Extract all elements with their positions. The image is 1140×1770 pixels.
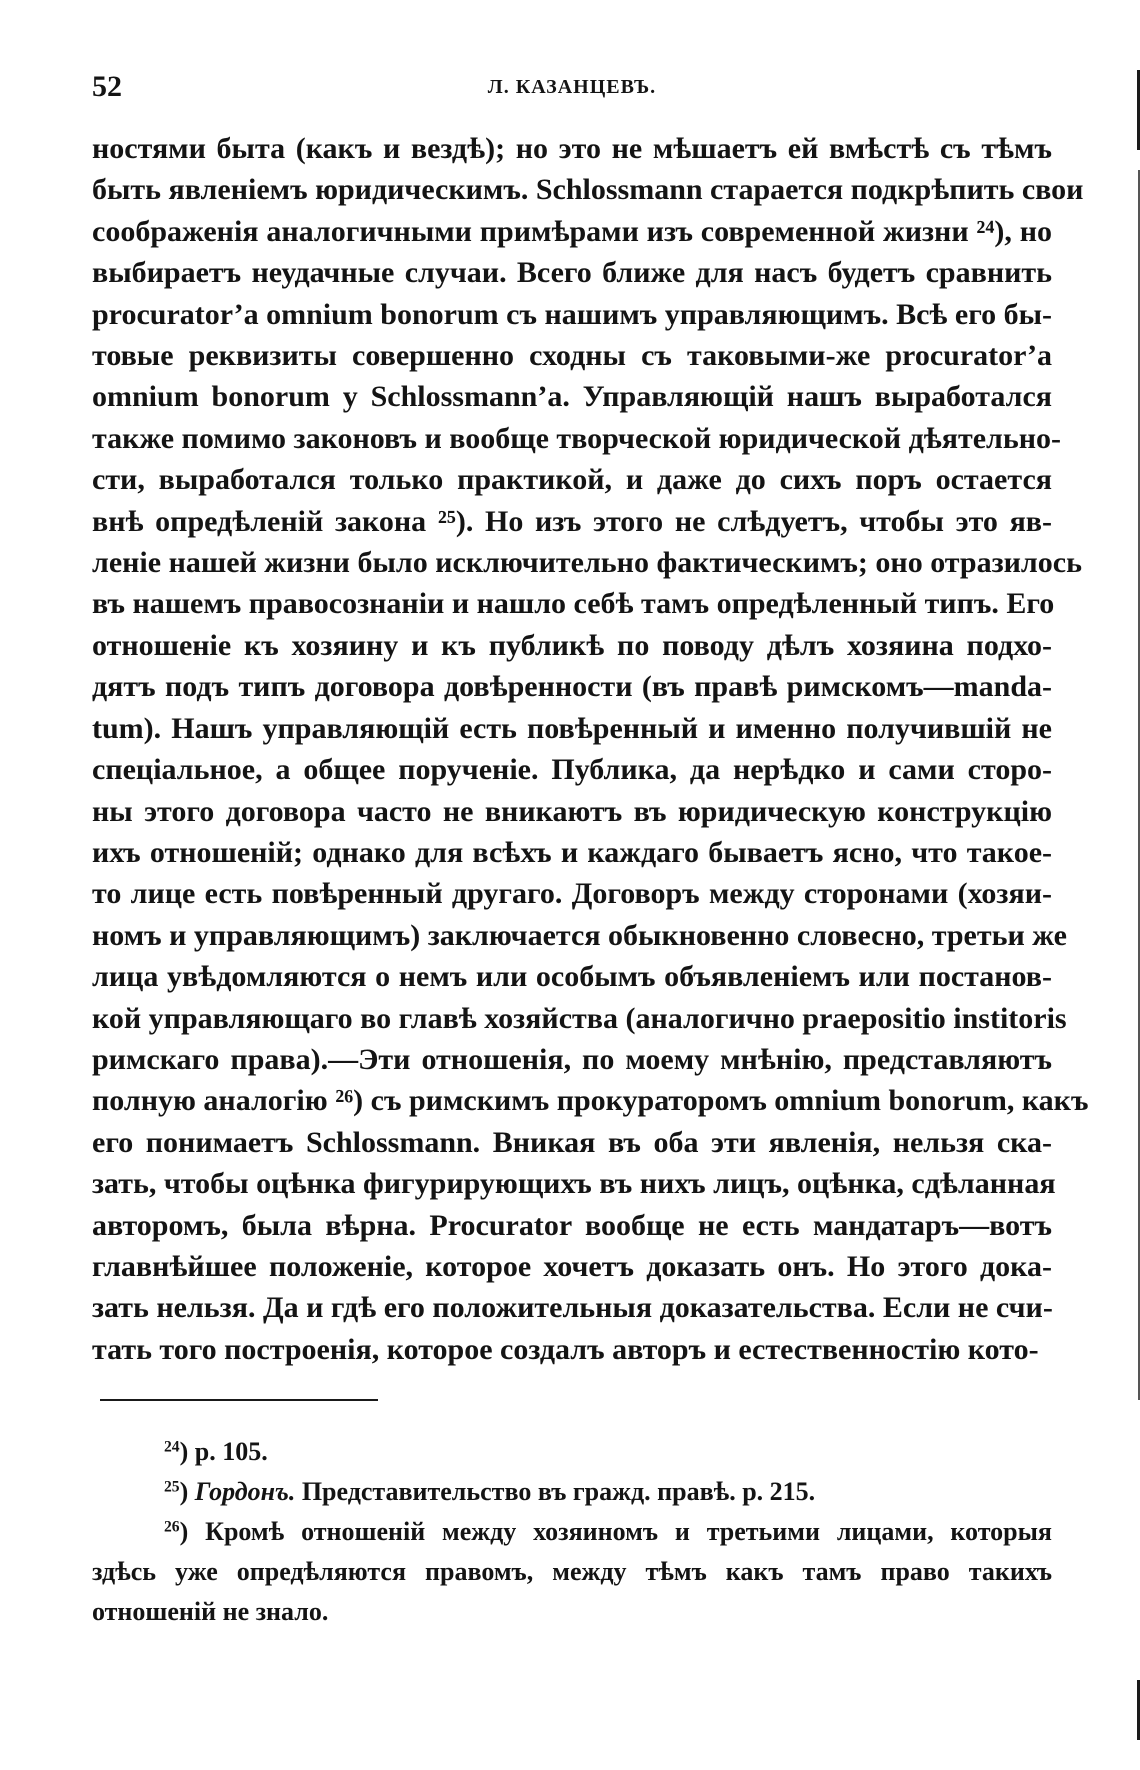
page-header	[92, 70, 1052, 110]
text-line: tum). Нашъ управляющій есть повѣренный и именно получившій не	[92, 711, 1052, 745]
footnote-26: $^{26}$) Кромѣ отношеній между хозяиномъ и третьими лицами, которыя	[164, 1517, 1052, 1546]
text-line: ны этого договора часто не вникаютъ въ юридическую конструкцію	[92, 794, 1052, 828]
footnote-text: p. 105.	[194, 1437, 268, 1466]
footnote-marker: 26	[164, 1518, 180, 1536]
text-line: дятъ подъ типъ договора довѣренности (въ правѣ римскомъ—manda-	[92, 670, 1052, 704]
text-line: римскаго права).—Эти отношенія, по моему мнѣнію, представляютъ	[92, 1042, 1052, 1076]
text-line: авторомъ, была вѣрна. Procurator вообще не есть мандатаръ—вотъ	[92, 1208, 1052, 1242]
text-line: ностями быта (какъ и вездѣ); но это не мѣшаетъ ей вмѣстѣ съ тѣмъ	[92, 132, 1052, 165]
text-line: полную аналогію ²⁶) съ римскимъ прокураторомъ omnium bonorum, какъ	[92, 1084, 1089, 1118]
text-line: выбираетъ неудачные случаи. Всего ближе для насъ будетъ сравнить	[92, 256, 1052, 290]
text-line: товые реквизиты совершенно сходны съ таковыми-же procurator’a	[92, 339, 1052, 373]
text-line: omnium bonorum у Schlossmann’a. Управляющій нашъ выработался	[92, 380, 1052, 414]
text-line: его понимаетъ Schlossmann. Вникая въ оба эти явленія, нельзя ска-	[92, 1125, 1052, 1159]
body-text	[92, 128, 1089, 1370]
text-line: быть явленіемъ юридическимъ. Schlossmann старается подкрѣпить свои	[92, 173, 1084, 207]
footnote-25: $^{25}$) Гордонъ. Представительство въ гражд. правѣ. p. 215.	[164, 1477, 816, 1506]
text-line: отношеніе къ хозяину и къ публикѣ по поводу дѣлъ хозяина подхо-	[92, 628, 1052, 662]
text-line: ихъ отношеній; однако для всѣхъ и каждаго бываетъ ясно, что такое-	[92, 835, 1052, 869]
text-line: зать, чтобы оцѣнка фигурирующихъ въ нихъ лицъ, оцѣнка, сдѣланная	[92, 1167, 1056, 1201]
footnote-26-line: здѣсь уже опредѣляются правомъ, между тѣмъ какъ тамъ право такихъ	[92, 1557, 1052, 1586]
text-line: спеціальное, а общее порученіе. Публика, да нерѣдко и сами сторо-	[92, 753, 1052, 787]
footnote-author: Гордонъ.	[194, 1477, 296, 1506]
text-line: соображенія аналогичными примѣрами изъ современной жизни ²⁴), но	[92, 214, 1052, 248]
text-line: номъ и управляющимъ) заключается обыкновенно словесно, третьи же	[92, 918, 1067, 952]
footnote-marker: 25	[164, 1478, 180, 1496]
text-line: внѣ опредѣленій закона ²⁵). Но изъ этого не слѣдуетъ, чтобы это яв-	[92, 504, 1052, 538]
footnote-24: $^{24}$) p. 105.	[164, 1437, 268, 1466]
text-line: то лице есть повѣренный другаго. Договоръ между сторонами (хозяи-	[92, 877, 1052, 911]
footnote-26-line: отношеній не знало.	[92, 1597, 329, 1626]
footnote-marker: 24	[164, 1438, 180, 1456]
footnote-divider	[100, 1399, 378, 1401]
text-line: главнѣйшее положеніе, которое хочетъ доказать онъ. Но этого дока-	[92, 1249, 1052, 1283]
text-line: procurator’a omnium bonorum съ нашимъ управляющимъ. Всѣ его бы-	[92, 297, 1053, 331]
text-line: лица увѣдомляются о немъ или особымъ объявленіемъ или постанов-	[92, 960, 1052, 994]
text-line: тать того построенія, которое создалъ авторъ и естественностію кото-	[92, 1332, 1039, 1366]
text-line: леніе нашей жизни было исключительно фактическимъ; оно отразилось	[92, 546, 1082, 580]
text-line: сти, выработался только практикой, и даже до сихъ поръ остается	[92, 463, 1052, 497]
text-line: кой управляющаго во главѣ хозяйства (аналогично praepositio institoris	[92, 1001, 1067, 1035]
text-line: въ нашемъ правосознаніи и нашло себѣ тамъ опредѣленный типъ. Его	[92, 587, 1055, 621]
page-number: 52	[92, 70, 122, 103]
footnotes	[92, 1432, 1052, 1632]
text-line: также помимо законовъ и вообще творческой юридической дѣятельно-	[92, 421, 1062, 455]
footnote-text: Кромѣ отношеній между хозяиномъ и третьими лицами, которыя	[205, 1517, 1052, 1546]
running-head: Л. КАЗАНЦЕВЪ.	[487, 76, 657, 98]
footnote-text: Представительство въ гражд. правѣ. p. 215.	[301, 1477, 816, 1506]
text-line: зать нельзя. Да и гдѣ его положительныя доказательства. Если не счи-	[92, 1291, 1053, 1325]
